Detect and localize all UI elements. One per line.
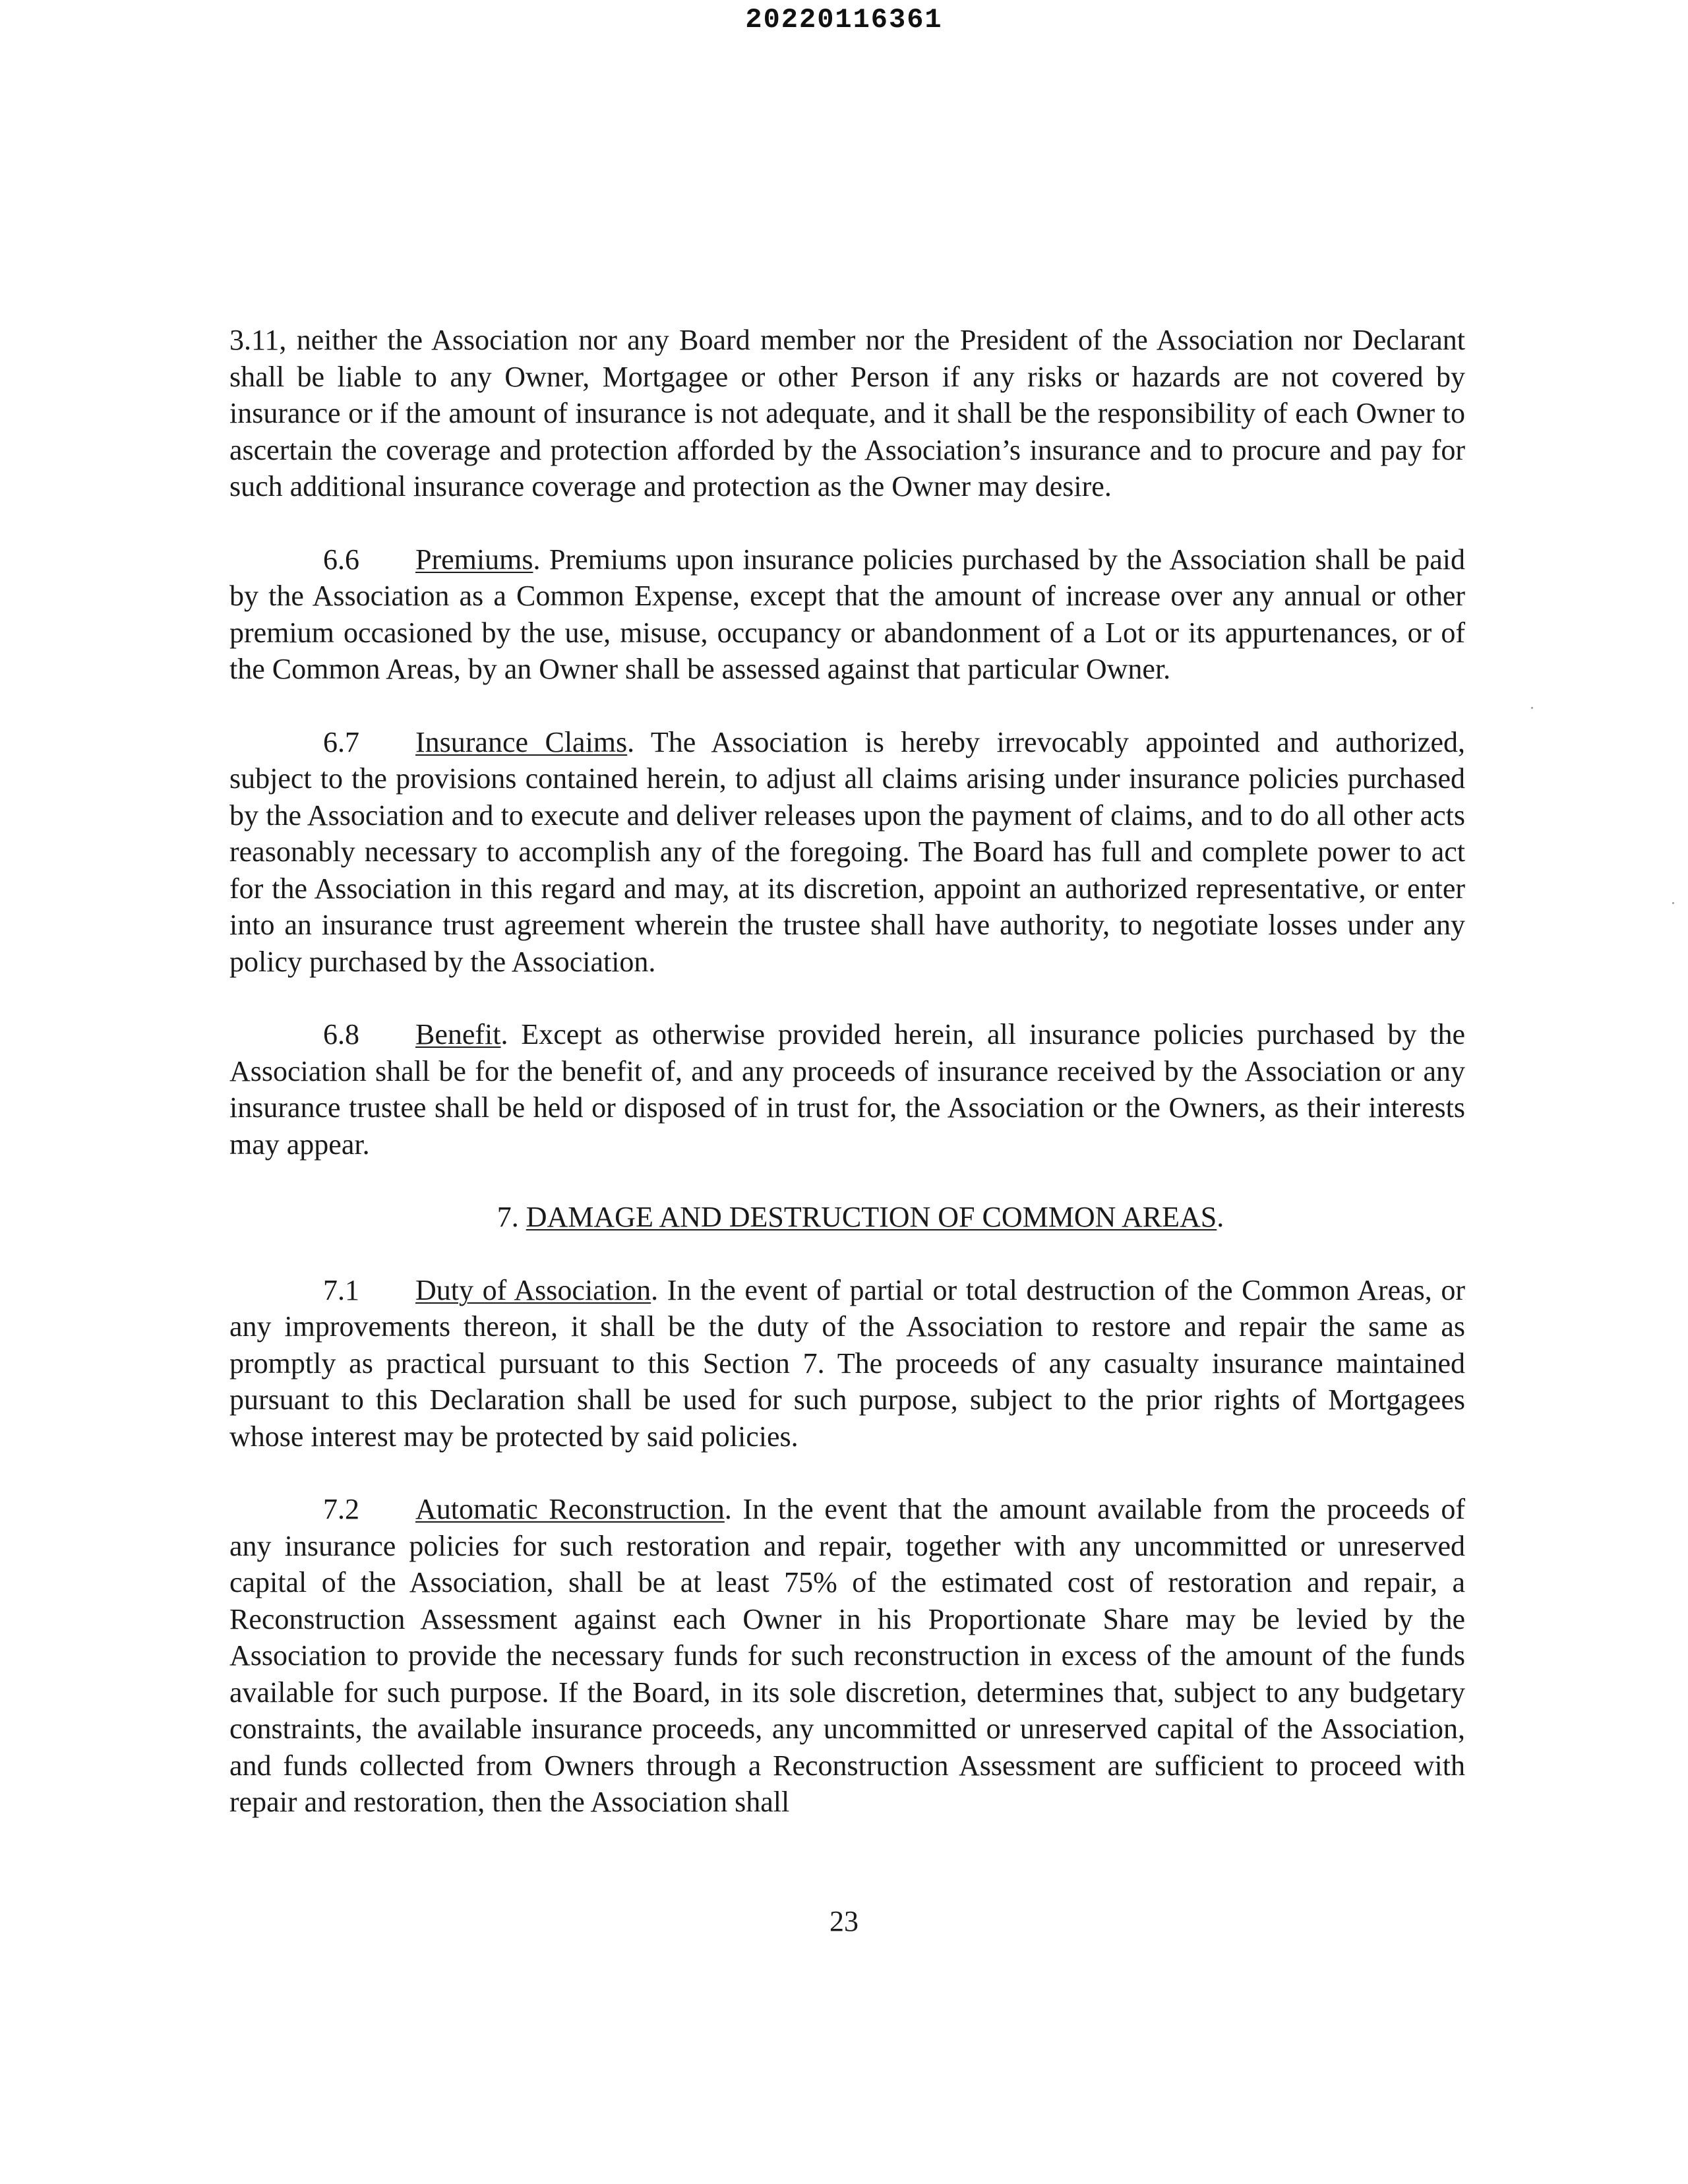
section-number: 6.6: [323, 543, 359, 576]
scan-speck: [1531, 707, 1533, 709]
section-text: . In the event of partial or total destruction of the Common Areas, or any improvements thereon, it shall be the duty of the Association to restore and repair the same as promptly as practical pursuant to this Section 7. The proceeds of any casualty insurance maintained pursuant to this Declaration shall be used for such purpose, subject to the prior rights of Mortgagees whose interest may be protected by said policies.: [229, 1273, 1465, 1453]
section-number: 6.7: [323, 725, 359, 758]
section-title: Insurance Claims: [415, 725, 628, 758]
paragraph-continuation: 3.11, neither the Association nor any Board member nor the President of the Association nor Declarant shall be liable to any Owner, Mortgagee or other Person if any risks or hazards are not covered by insurance or if the amount of insurance is not adequate, and it shall be the responsibility of each Owner to ascertain the coverage and protection afforded by the Association’s insurance and to procure and pay for such additional insurance coverage and protection as the Owner may desire.: [229, 324, 1465, 502]
section-7-heading: [229, 1199, 1465, 1236]
section-title: Premiums: [415, 543, 533, 576]
heading-end: .: [1217, 1201, 1224, 1233]
section-title: Automatic Reconstruction: [415, 1493, 725, 1525]
section-6-6: [229, 541, 1465, 688]
section-7-1: [229, 1272, 1465, 1455]
page-number: 23: [829, 1905, 859, 1937]
section-7-2: [229, 1491, 1465, 1821]
document-body: [229, 322, 1465, 1857]
section-text: . Except as otherwise provided herein, all insurance policies purchased by the Association shall be for the benefit of, and any proceeds of insurance received by the Association or any insurance trustee shall be held or disposed of in trust for, the Association or the Owners, as their interests may appear.: [229, 1018, 1465, 1161]
section-title: Benefit: [415, 1018, 501, 1050]
section-title: Duty of Association: [415, 1273, 651, 1306]
heading-title: DAMAGE AND DESTRUCTION OF COMMON AREAS: [526, 1201, 1217, 1233]
section-text: . In the event that the amount available from the proceeds of any insurance policies for such restoration and repair, together with any uncommitted or unreserved capital of the Association, shall be at least 75% of the estimated cost of restoration and repair, a Reconstruction Assessment against each Owner in his Proportionate Share may be levied by the Association to provide the necessary funds for such reconstruction in excess of the amount of the funds available for such purpose. If the Board, in its sole discretion, determines that, subject to any budgetary constraints, the available insurance proceeds, any uncommitted or unreserved capital of the Association, and funds collected from Owners through a Reconstruction Assessment are sufficient to proceed with repair and restoration, then the Association shall: [229, 1493, 1465, 1818]
section-6-7: [229, 724, 1465, 981]
heading-number: 7.: [497, 1201, 519, 1233]
section-number: 7.2: [323, 1493, 359, 1525]
section-number: 6.8: [323, 1018, 359, 1050]
section-6-8: [229, 1016, 1465, 1163]
document-number: 20220116361: [745, 4, 943, 36]
section-number: 7.1: [323, 1273, 359, 1306]
section-text: . Premiums upon insurance policies purchased by the Association shall be paid by the Association as a Common Expense, except that the amount of increase over any annual or other premium occasioned by the use, misuse, occupancy or abandonment of a Lot or its appurtenances, or of the Common Areas, by an Owner shall be assessed against that particular Owner.: [229, 543, 1465, 685]
section-text: . The Association is hereby irrevocably appointed and authorized, subject to the provisions contained herein, to adjust all claims arising under insurance policies purchased by the Association and to execute and deliver releases upon the payment of claims, and to do all other acts reasonably necessary to accomplish any of the foregoing. The Board has full and complete power to act for the Association in this regard and may, at its discretion, appoint an authorized representative, or enter into an insurance trust agreement wherein the trustee shall have authority, to negotiate losses under any policy purchased by the Association.: [229, 725, 1465, 978]
scan-speck: [1672, 902, 1674, 904]
